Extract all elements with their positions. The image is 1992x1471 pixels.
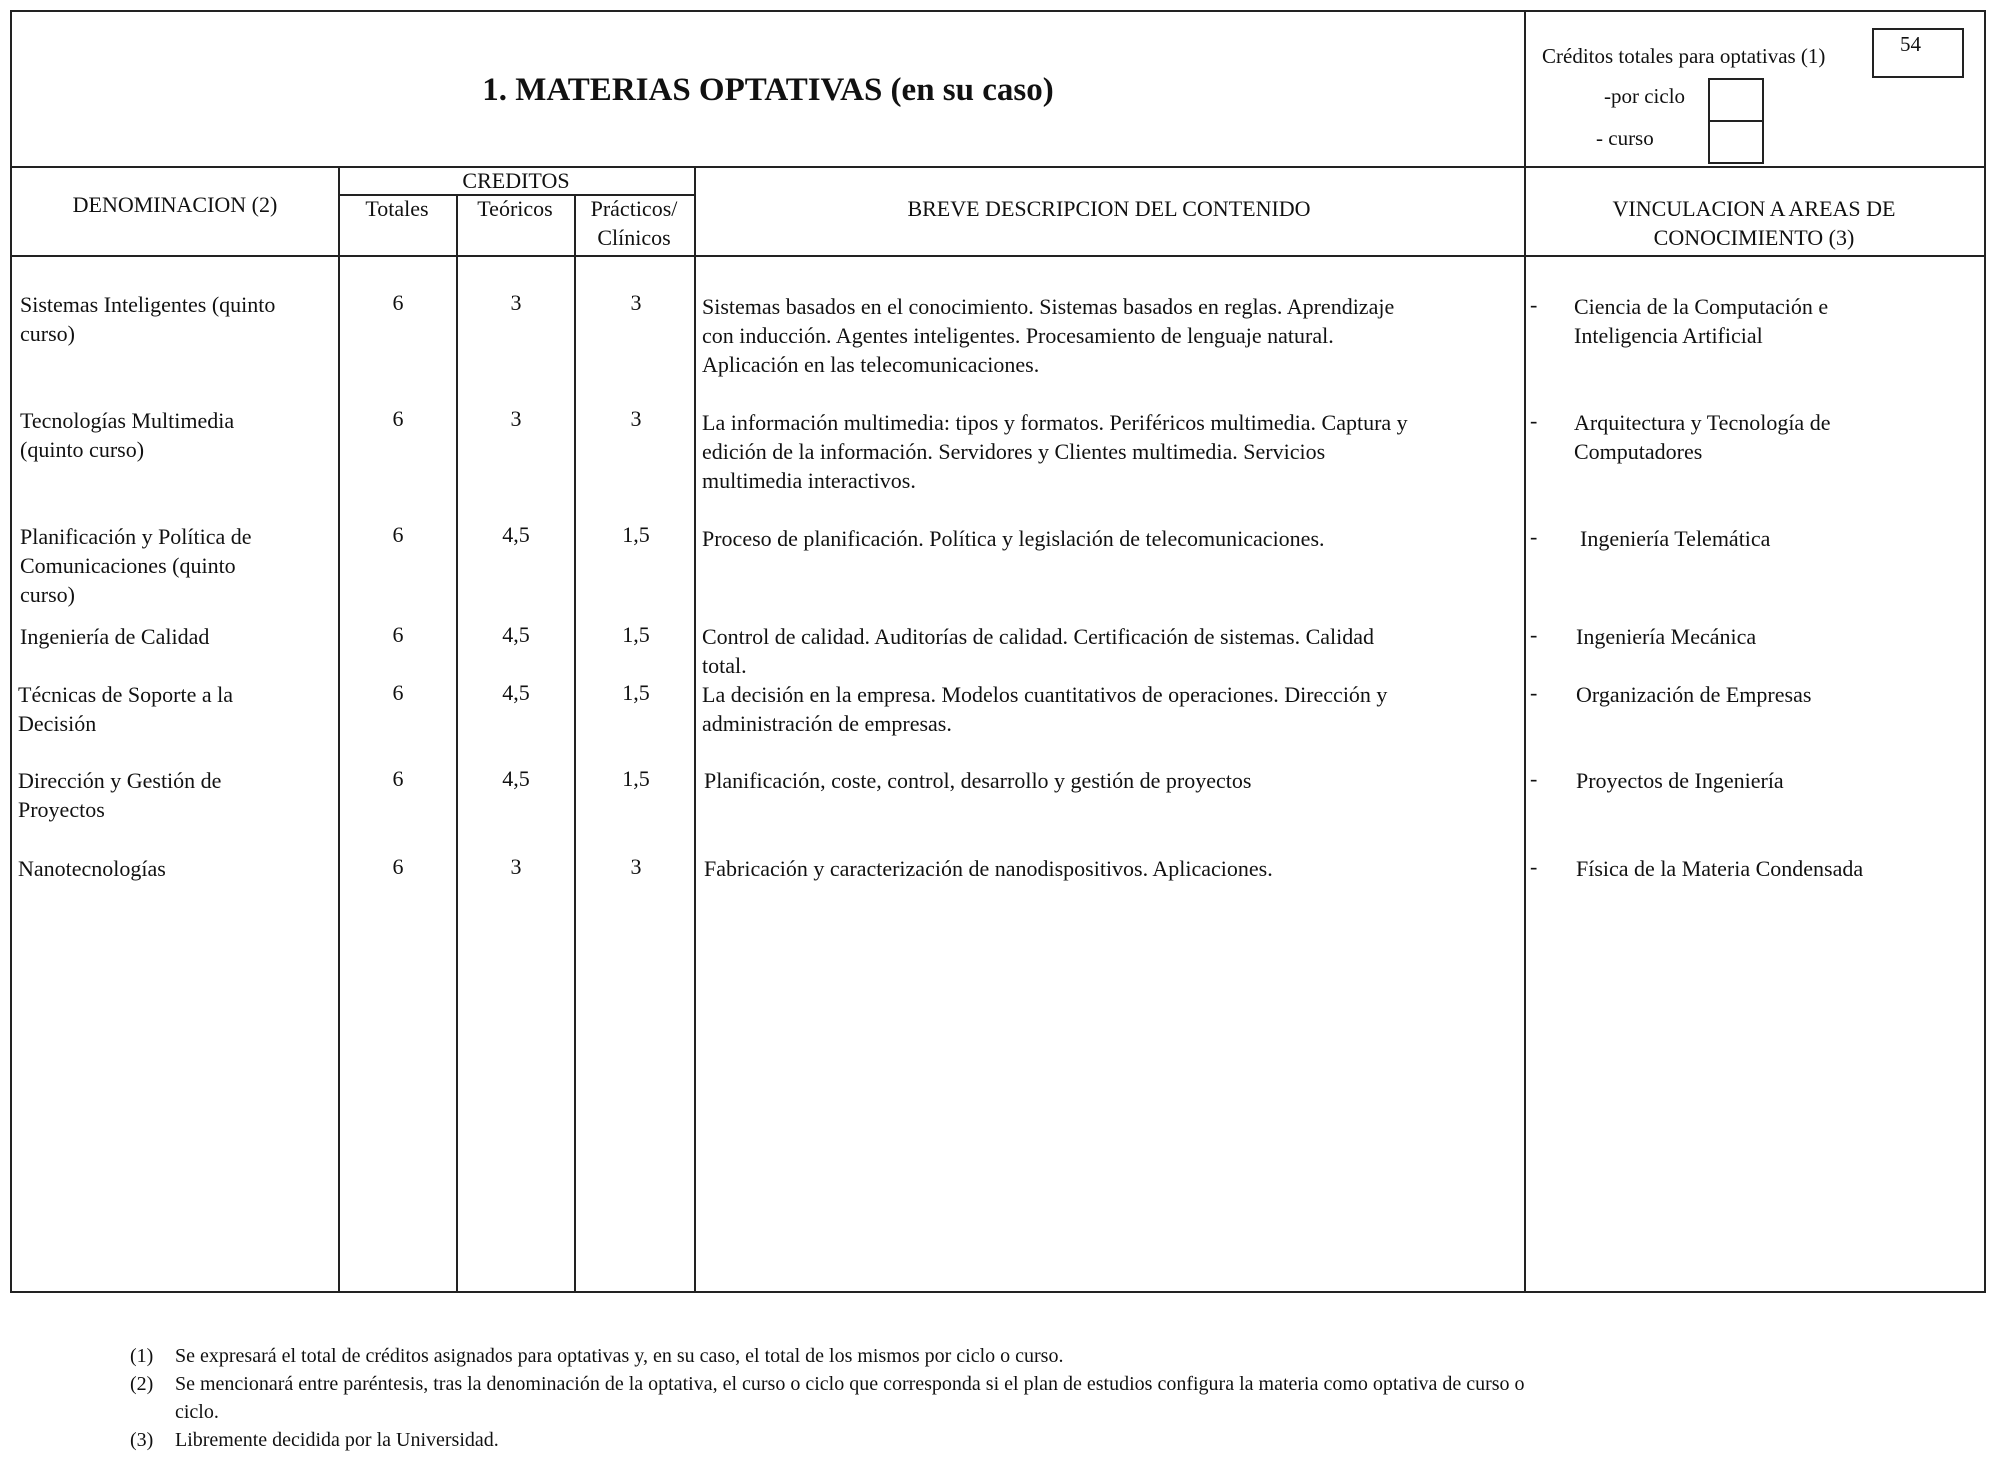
row-5-area: Organización de Empresas [1576, 682, 1812, 707]
row-1-area-line2: Inteligencia Artificial [1574, 323, 1763, 348]
row-5-practicos: 1,5 [622, 680, 650, 705]
row-1-desc-line3: Aplicación en las telecomunicaciones. [702, 352, 1040, 377]
header-practicos-line2: Clínicos [597, 225, 671, 250]
row-5-name-line2: Decisión [18, 711, 97, 736]
row-1-area [1574, 292, 1974, 350]
row-2-teoricos: 3 [510, 406, 522, 431]
header-teoricos: Teóricos [477, 196, 553, 221]
row-6-desc: Planificación, coste, control, desarrollo y gestión de proyectos [704, 768, 1252, 793]
footnote-1-text: Se expresará el total de créditos asignados para optativas y, en su caso, el total de los mismos por ciclo o curso. [175, 1345, 1064, 1367]
row-6-area-dash: - [1530, 766, 1538, 791]
row-1-name-line2: curso) [20, 321, 75, 346]
row-3-name-line1: Planificación y Política de [20, 524, 252, 549]
row-2-desc [702, 408, 1522, 495]
header-vinculacion-line2: CONOCIMIENTO (3) [1653, 225, 1855, 250]
row-3-name-line2: Comunicaciones (quinto [20, 553, 236, 578]
header-totales: Totales [365, 196, 429, 221]
footnote-3 [130, 1426, 1525, 1454]
header-denominacion: DENOMINACION (2) [72, 192, 278, 217]
row-3-teoricos: 4,5 [502, 522, 530, 547]
row-6-totales: 6 [392, 766, 404, 791]
row-2-name-line2: (quinto curso) [20, 437, 145, 462]
row-2-desc-line1: La información multimedia: tipos y formatos. Periféricos multimedia. Captura y [702, 410, 1408, 435]
footnote-1 [130, 1342, 1525, 1370]
row-4-practicos: 1,5 [622, 622, 650, 647]
page-title: 1. MATERIAS OPTATIVAS (en su caso) [482, 72, 1054, 108]
curso-box [1708, 120, 1764, 164]
header-vinculacion-line1: VINCULACION A AREAS DE [1612, 196, 1896, 221]
row-5-name [18, 680, 330, 738]
row-4-name: Ingeniería de Calidad [20, 624, 210, 649]
header-divider [12, 166, 1984, 168]
col-divider-name [338, 166, 340, 1291]
header-practicos [574, 194, 694, 252]
row-2-area-dash: - [1530, 408, 1538, 433]
row-1-practicos: 3 [630, 290, 642, 315]
row-2-practicos: 3 [630, 406, 642, 431]
row-4-totales: 6 [392, 622, 404, 647]
row-4-area-dash: - [1530, 622, 1538, 647]
row-6-name-line2: Proyectos [18, 797, 105, 822]
total-credits-value: 54 [1872, 28, 1964, 78]
row-6-practicos: 1,5 [622, 766, 650, 791]
header-descripcion: BREVE DESCRIPCION DEL CONTENIDO [907, 196, 1311, 221]
row-7-totales: 6 [392, 854, 404, 879]
row-2-area [1574, 408, 1974, 466]
curso-label: - curso [1596, 126, 1654, 150]
row-3-desc: Proceso de planificación. Política y legislación de telecomunicaciones. [702, 526, 1325, 551]
row-7-teoricos: 3 [510, 854, 522, 879]
row-7-practicos: 3 [630, 854, 642, 879]
row-3-area: Ingeniería Telemática [1580, 526, 1771, 551]
col-divider-totales [456, 194, 458, 1291]
row-7-desc: Fabricación y caracterización de nanodispositivos. Aplicaciones. [704, 856, 1273, 881]
col-divider-practicos [694, 166, 696, 1291]
row-1-area-line1: Ciencia de la Computación e [1574, 294, 1829, 319]
footnote-2 [130, 1370, 1525, 1426]
footnote-2-text-line2: ciclo. [175, 1401, 219, 1423]
row-5-desc-line1: La decisión en la empresa. Modelos cuantitativos de operaciones. Dirección y [702, 682, 1388, 707]
header-vinculacion [1524, 194, 1984, 252]
column-header-divider [12, 255, 1984, 257]
row-6-name [18, 766, 330, 824]
row-1-totales: 6 [392, 290, 404, 315]
row-4-desc-line1: Control de calidad. Auditorías de calidad. Certificación de sistemas. Calidad [702, 624, 1375, 649]
row-5-totales: 6 [392, 680, 404, 705]
row-2-desc-line3: multimedia interactivos. [702, 468, 916, 493]
row-4-desc-line2: total. [702, 653, 747, 678]
row-2-name [20, 406, 332, 464]
header-practicos-line1: Prácticos/ [590, 196, 678, 221]
row-4-area: Ingeniería Mecánica [1576, 624, 1757, 649]
footnote-2-text-line1: Se mencionará entre paréntesis, tras la denominación de la optativa, el curso o ciclo que corresponda si el plan de estudios configura la materia como optativa de curso o [175, 1373, 1525, 1395]
row-2-area-line1: Arquitectura y Tecnología de [1574, 410, 1831, 435]
row-1-desc-line1: Sistemas basados en el conocimiento. Sistemas basados en reglas. Aprendizaje [702, 294, 1395, 319]
footnote-3-mark: (3) [130, 1429, 154, 1451]
row-5-area-dash: - [1530, 680, 1538, 705]
row-3-name-line3: curso) [20, 582, 75, 607]
row-3-name [20, 522, 332, 609]
row-7-area: Física de la Materia Condensada [1576, 856, 1864, 881]
footnote-3-text: Libremente decidida por la Universidad. [175, 1429, 499, 1451]
row-1-name-line1: Sistemas Inteligentes (quinto [20, 292, 276, 317]
row-5-desc [702, 680, 1522, 738]
total-credits-label: Créditos totales para optativas (1) [1542, 44, 1826, 68]
col-divider-teoricos [574, 194, 576, 1291]
footnote-2-mark: (2) [130, 1373, 154, 1395]
row-3-totales: 6 [392, 522, 404, 547]
row-3-practicos: 1,5 [622, 522, 650, 547]
row-5-teoricos: 4,5 [502, 680, 530, 705]
row-1-teoricos: 3 [510, 290, 522, 315]
footnote-1-mark: (1) [130, 1345, 154, 1367]
row-5-desc-line2: administración de empresas. [702, 711, 952, 736]
row-2-totales: 6 [392, 406, 404, 431]
row-2-desc-line2: edición de la información. Servidores y Clientes multimedia. Servicios [702, 439, 1326, 464]
row-6-name-line1: Dirección y Gestión de [18, 768, 222, 793]
row-4-desc [702, 622, 1522, 680]
row-5-name-line1: Técnicas de Soporte a la [18, 682, 234, 707]
row-6-area: Proyectos de Ingeniería [1576, 768, 1784, 793]
row-3-area-dash: - [1530, 524, 1538, 549]
row-1-desc [702, 292, 1522, 379]
por-ciclo-label: -por ciclo [1604, 84, 1686, 108]
row-1-area-dash: - [1530, 292, 1538, 317]
por-ciclo-box [1708, 78, 1764, 122]
row-2-name-line1: Tecnologías Multimedia [20, 408, 235, 433]
header-creditos: CREDITOS [462, 168, 570, 193]
row-1-name [20, 290, 332, 348]
row-1-desc-line2: con inducción. Agentes inteligentes. Procesamiento de lenguaje natural. [702, 323, 1334, 348]
row-6-teoricos: 4,5 [502, 766, 530, 791]
footnotes [130, 1342, 1525, 1454]
row-7-name: Nanotecnologías [18, 856, 166, 881]
form-table [10, 10, 1986, 1293]
row-4-teoricos: 4,5 [502, 622, 530, 647]
row-7-area-dash: - [1530, 854, 1538, 879]
row-2-area-line2: Computadores [1574, 439, 1703, 464]
